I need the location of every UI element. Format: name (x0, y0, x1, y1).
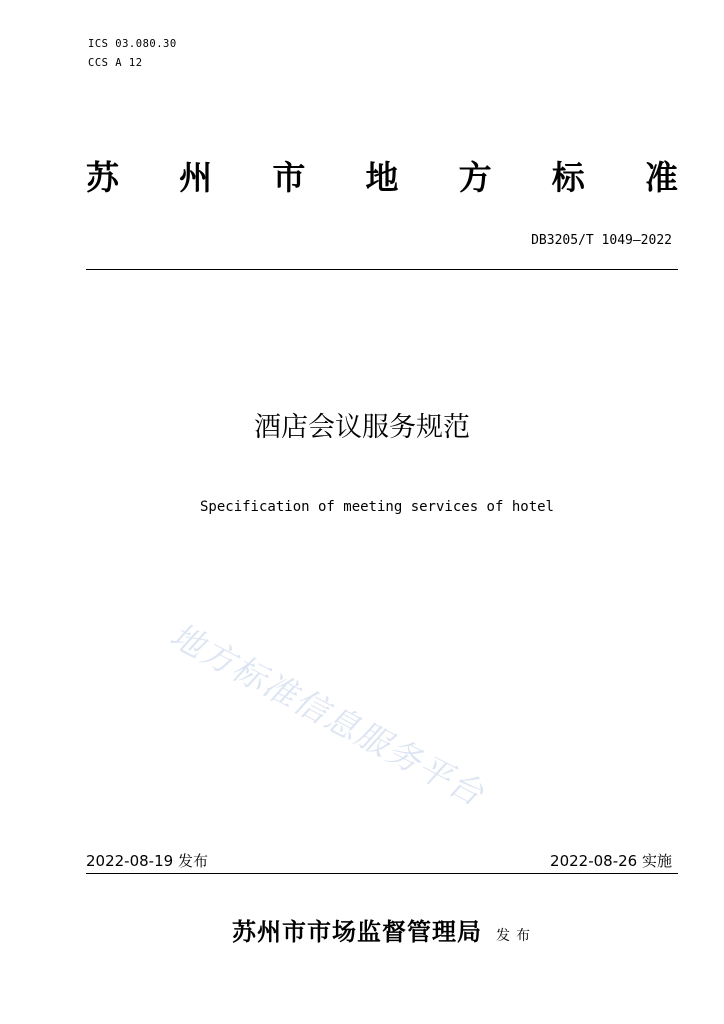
standard-type-char: 地 (365, 158, 399, 197)
standard-type-char: 苏 (86, 158, 119, 197)
standard-type-char: 标 (551, 158, 585, 197)
release-date: 2022-08-19 发布 (86, 852, 208, 870)
issuer-suffix: 发布 (496, 928, 536, 944)
standard-type-char: 准 (644, 158, 678, 197)
effective-date: 2022-08-26 实施 (550, 852, 672, 870)
top-divider (86, 269, 678, 270)
standard-type-char: 方 (458, 158, 492, 197)
issuer-name: 苏州市市场监督管理局 (232, 917, 482, 946)
bottom-divider (86, 873, 678, 874)
ccs-code: CCS A 12 (88, 57, 143, 69)
standard-number: DB3205/T 1049—2022 (531, 233, 672, 248)
issuer-line (0, 912, 724, 947)
ics-code: ICS 03.080.30 (88, 38, 177, 50)
document-title: 酒店会议服务规范 (254, 412, 470, 443)
document-english-title: Specification of meeting services of hotel (199, 499, 554, 515)
standard-type-heading (86, 152, 678, 199)
watermark: 地方标准信息服务平台 (163, 615, 492, 815)
standard-type-char: 市 (272, 158, 306, 197)
standard-type-char: 州 (179, 158, 213, 197)
